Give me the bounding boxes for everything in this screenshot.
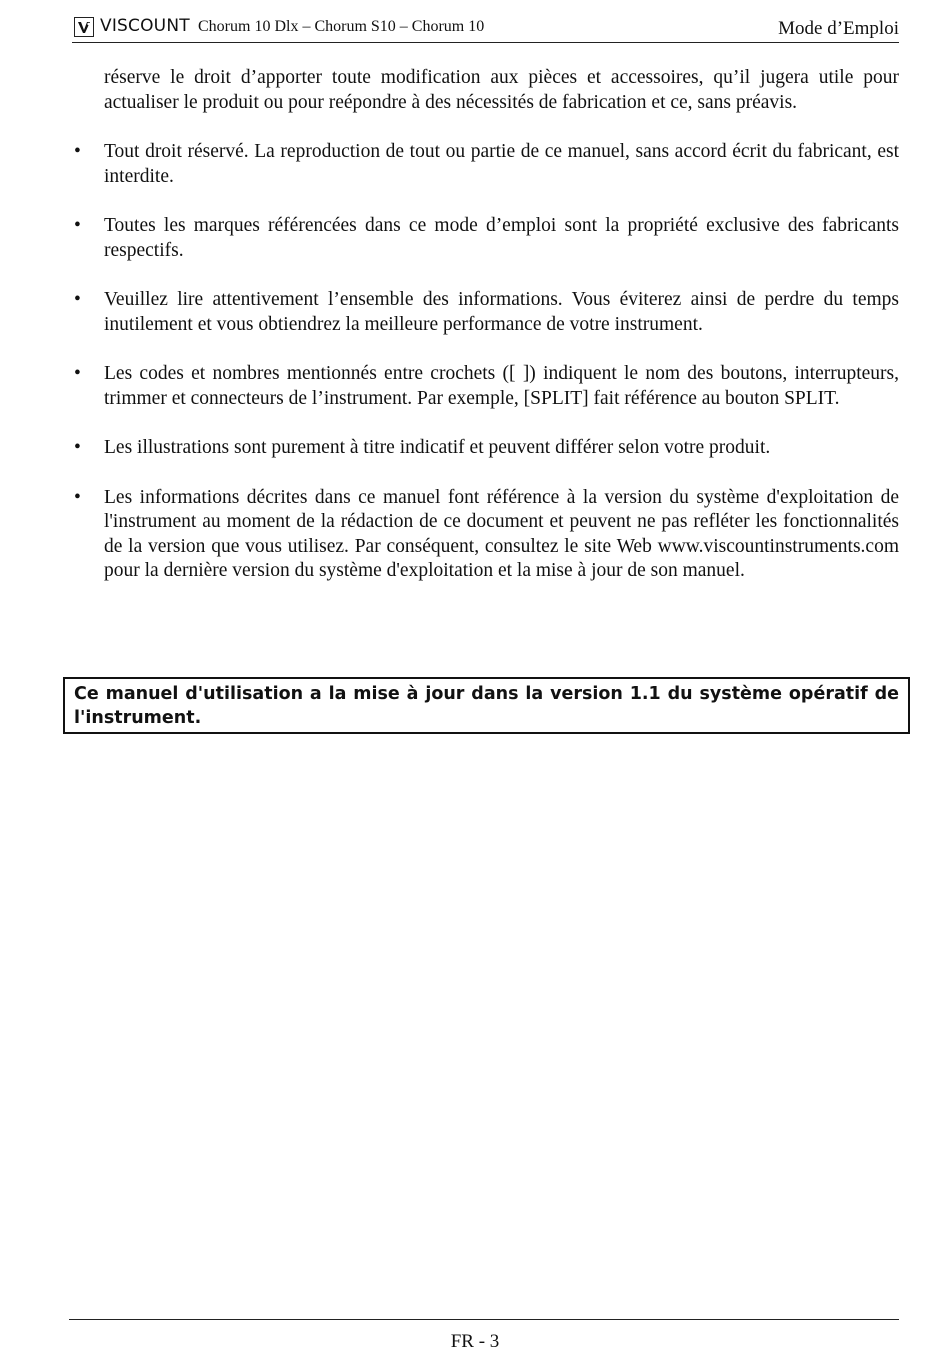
page-header (72, 14, 899, 43)
bullet-text: Les illustrations sont purement à titre indicatif et peuvent différer selon votre produit. (104, 437, 771, 458)
version-notice-box (63, 677, 910, 734)
bullet-item-os-version (74, 486, 899, 584)
bullet-text: Les informations décrites dans ce manuel font référence à la version du système d'exploitation de l'instrument au moment de la rédaction de ce document et peuvent ne pas refléter les fonctionnalités de la version que vous utilisez. Par conséquent, consultez le site Web www.viscountinstruments.com pour la dernière version du système d'exploitation et la mise à jour de son manuel. (104, 486, 899, 581)
bullet-item-illustrations (74, 436, 899, 461)
bullet-item-trademarks (74, 214, 899, 263)
intro-paragraph: réserve le droit d’apporter toute modification aux pièces et accessoires, qu’il jugera utile pour actualiser le produit ou pour reépondre à des nécessités de fabrication et ce, sans préavis. (104, 67, 899, 113)
version-notice-text: Ce manuel d'utilisation a la mise à jour dans la version 1.1 du système opératif de l'instrument. (74, 684, 899, 728)
bullet-icon: • (74, 486, 81, 508)
bullet-item-copyright (74, 140, 899, 189)
bullet-icon: • (74, 141, 81, 162)
brand-name: VISCOUNT (100, 16, 190, 36)
footer-divider (69, 1319, 899, 1320)
bullet-icon: • (74, 215, 81, 236)
page-number: FR - 3 (450, 1331, 500, 1352)
document-title: Mode d’Emploi (778, 18, 899, 39)
bullet-icon: • (74, 363, 81, 384)
bullet-item-read-carefully (74, 288, 899, 337)
bullet-icon: • (74, 437, 81, 458)
bullet-text: Veuillez lire attentivement l’ensemble des informations. Vous éviterez ainsi de perdre du temps inutilement et vous obtiendrez la meilleure performance de votre instrument. (104, 289, 899, 335)
bullet-icon: • (74, 289, 81, 310)
logo-v-glyph (77, 20, 91, 34)
model-names: Chorum 10 Dlx – Chorum S10 – Chorum 10 (198, 18, 485, 35)
bullet-item-brackets (74, 362, 899, 411)
bullet-text: Toutes les marques référencées dans ce mode d’emploi sont la propriété exclusive des fabricants respectifs. (104, 215, 899, 261)
viscount-logo-icon (74, 17, 94, 37)
bullet-text: Tout droit réservé. La reproduction de tout ou partie de ce manuel, sans accord écrit du fabricant, est interdite. (104, 141, 899, 187)
bullet-text: Les codes et nombres mentionnés entre crochets ([ ]) indiquent le nom des boutons, interrupteurs, trimmer et connecteurs de l’instrument. Par exemple, [SPLIT] fait référence au bouton SPLIT. (104, 363, 899, 409)
page-content (74, 66, 899, 584)
bullet-list (74, 140, 899, 584)
